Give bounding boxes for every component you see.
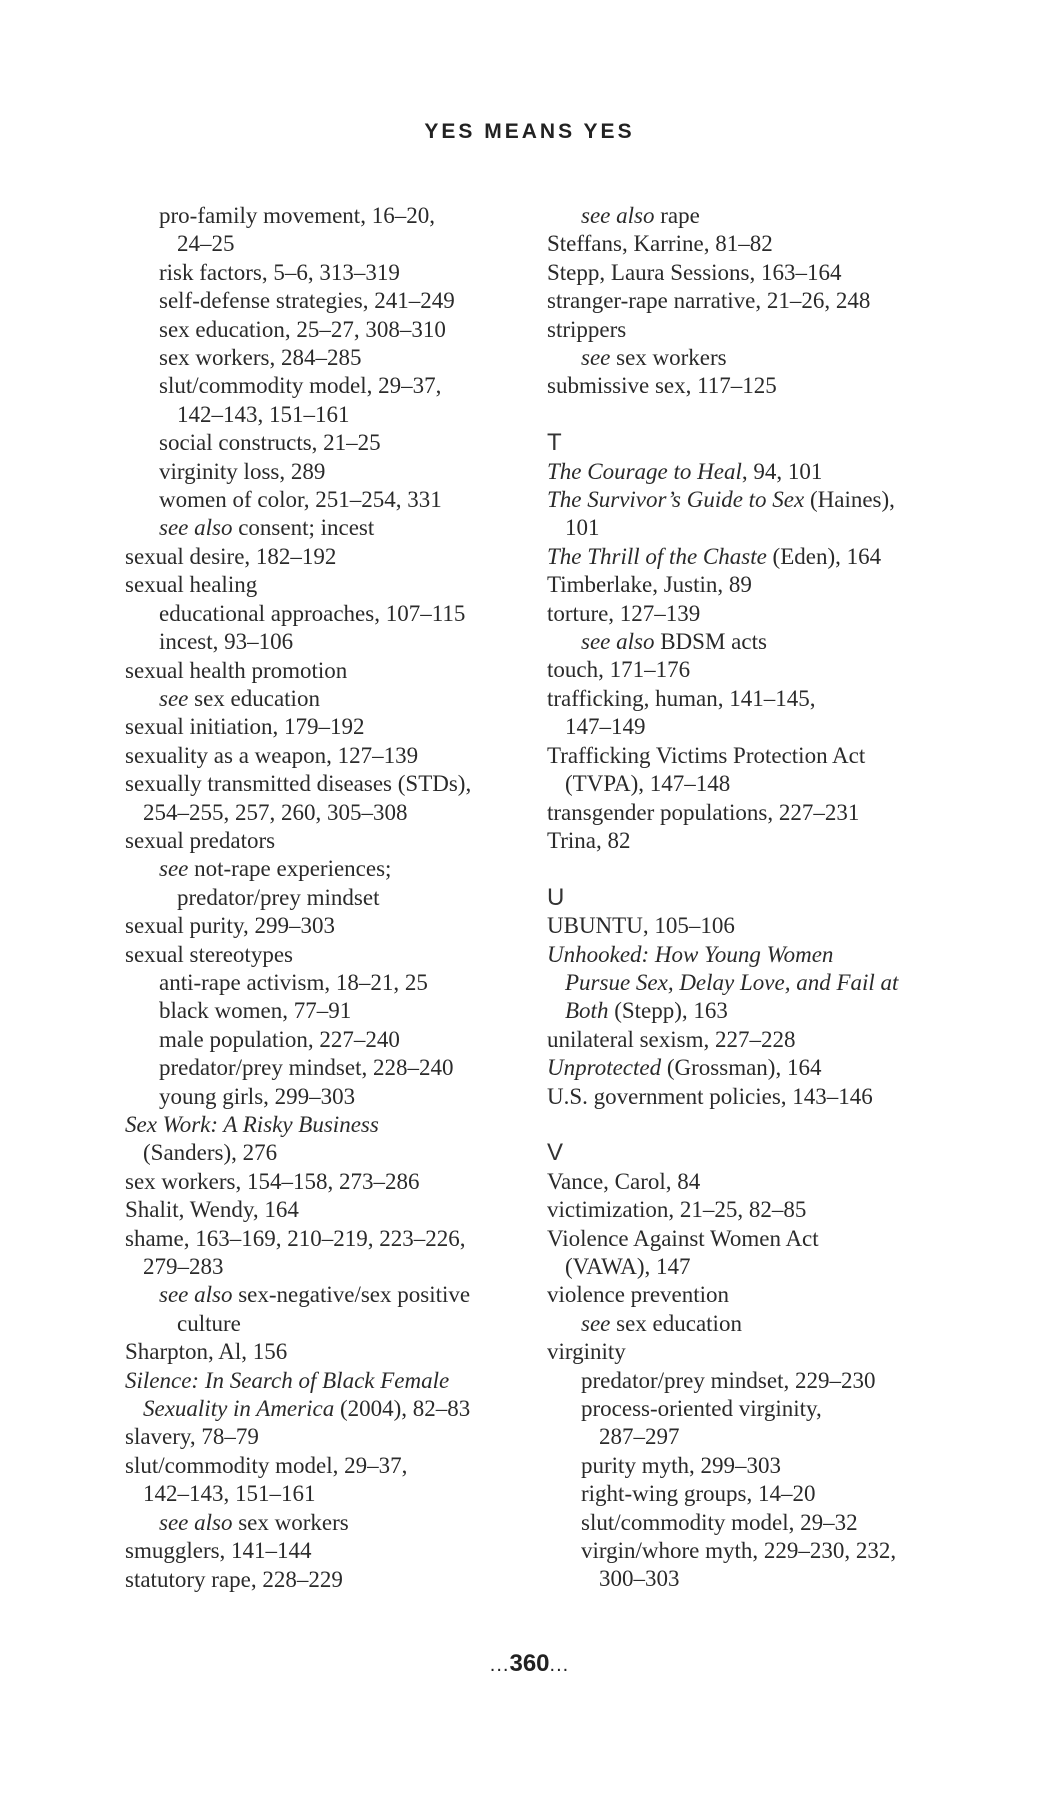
- index-entry-text: (VAWA), 147: [565, 1253, 691, 1279]
- index-subentry: [125, 1054, 525, 1082]
- index-subentry: [547, 1452, 957, 1480]
- index-entry-continuation: [125, 1395, 525, 1423]
- index-subentry: [547, 1565, 957, 1593]
- index-entry-text: transgender populations, 227–231: [547, 799, 860, 825]
- index-entry-italic: see also: [159, 1282, 233, 1308]
- index-entry-text: process-oriented virginity,: [581, 1396, 822, 1422]
- index-subentry: [125, 372, 525, 400]
- index-entry-text: women of color, 251–254, 331: [159, 487, 442, 513]
- index-entry: [547, 1083, 957, 1111]
- index-subentry: [125, 884, 525, 912]
- index-subentry: [125, 259, 525, 287]
- index-entry: [125, 742, 525, 770]
- index-entry: [547, 1281, 957, 1309]
- index-entry-text: Violence Against Women Act: [547, 1225, 819, 1251]
- index-entry-text: risk factors, 5–6, 313–319: [159, 259, 400, 285]
- index-entry: [125, 1452, 525, 1480]
- index-entry-text: sex workers: [232, 1509, 349, 1535]
- index-entry-text: trafficking, human, 141–145,: [547, 685, 816, 711]
- index-subentry: [547, 202, 957, 230]
- index-subentry: [125, 997, 525, 1025]
- footer-dots-right: ...: [549, 1654, 570, 1676]
- index-entry-text: Sharpton, Al, 156: [125, 1339, 288, 1365]
- index-entry: [547, 259, 957, 287]
- index-entry-text: (TVPA), 147–148: [565, 771, 731, 797]
- index-entry-text: Stepp, Laura Sessions, 163–164: [547, 259, 842, 285]
- index-entry-italic: The Thrill of the Chaste: [547, 543, 767, 569]
- index-entry-continuation: [547, 969, 957, 997]
- index-entry: [547, 1225, 957, 1253]
- index-subentry: [547, 344, 957, 372]
- index-entry-continuation: [547, 514, 957, 542]
- index-entry-text: T: [547, 429, 562, 457]
- index-entry-italic: Sexuality in America: [143, 1396, 335, 1422]
- page-number: 360: [509, 1650, 550, 1677]
- index-entry-text: V: [547, 1139, 564, 1167]
- index-entry: [125, 713, 525, 741]
- index-entry-text: sex-negative/sex positive: [232, 1282, 471, 1308]
- index-entry-italic: see: [581, 1310, 611, 1336]
- index-entry-italic: Unprotected: [547, 1055, 662, 1081]
- index-entry-text: (2004), 82–83: [334, 1396, 471, 1422]
- index-entry-text: sex workers, 284–285: [159, 345, 362, 371]
- index-entry: [547, 316, 957, 344]
- index-entry-text: stranger-rape narrative, 21–26, 248: [547, 288, 871, 314]
- index-entry-continuation: [125, 1480, 525, 1508]
- index-entry-italic: see: [159, 856, 189, 882]
- index-entry-text: 147–149: [565, 714, 646, 740]
- index-subentry: [125, 1509, 525, 1537]
- index-entry-text: predator/prey mindset: [177, 884, 380, 910]
- index-entry: [547, 571, 957, 599]
- index-entry-italic: The Survivor’s Guide to Sex: [547, 487, 805, 513]
- index-subentry: [547, 1395, 957, 1423]
- index-section-letter: [547, 1111, 957, 1168]
- index-entry-text: violence prevention: [547, 1282, 730, 1308]
- index-entry-text: self-defense strategies, 241–249: [159, 288, 455, 314]
- index-entry-text: predator/prey mindset, 229–230: [581, 1367, 876, 1393]
- index-subentry: [125, 1083, 525, 1111]
- index-entry: [125, 1196, 525, 1224]
- index-entry: [547, 287, 957, 315]
- index-entry: [547, 1168, 957, 1196]
- index-entry-italic: see also: [159, 1509, 233, 1535]
- index-entry-text: Vance, Carol, 84: [547, 1168, 701, 1194]
- index-entry-italic: The Courage to Heal: [547, 458, 742, 484]
- index-entry-text: BDSM acts: [654, 629, 767, 655]
- index-entry-text: 142–143, 151–161: [177, 401, 350, 427]
- index-entry-text: pro-family movement, 16–20,: [159, 203, 435, 228]
- index-subentry: [125, 287, 525, 315]
- index-entry-text: shame, 163–169, 210–219, 223–226,: [125, 1225, 466, 1251]
- index-entry-text: (Haines),: [804, 487, 895, 513]
- index-entry-text: Trafficking Victims Protection Act: [547, 742, 866, 768]
- index-entry: [125, 770, 525, 798]
- index-entry-text: sexual stereotypes: [125, 941, 293, 967]
- index-entry-text: culture: [177, 1310, 241, 1336]
- index-entry-text: U.S. government policies, 143–146: [547, 1083, 873, 1109]
- index-entry-text: sexually transmitted diseases (STDs),: [125, 771, 472, 797]
- index-entry: [547, 656, 957, 684]
- index-entry-text: sexual healing: [125, 572, 258, 598]
- index-entry: [547, 600, 957, 628]
- index-entry-text: 24–25: [177, 231, 235, 257]
- index-subentry: [125, 429, 525, 457]
- index-entry-text: victimization, 21–25, 82–85: [547, 1197, 807, 1223]
- index-entry: [125, 1537, 525, 1565]
- index-subentry: [125, 1281, 525, 1309]
- index-entry-text: (Sanders), 276: [143, 1140, 278, 1166]
- index-subentry: [547, 1509, 957, 1537]
- index-entry-text: sex education: [610, 1310, 742, 1336]
- index-subentry: [125, 1026, 525, 1054]
- index-entry: [125, 1566, 525, 1594]
- index-subentry: [547, 628, 957, 656]
- index-entry: [125, 1367, 525, 1395]
- index-subentry: [125, 344, 525, 372]
- index-entry: [125, 1423, 525, 1451]
- index-entry-text: smugglers, 141–144: [125, 1538, 312, 1564]
- index-subentry: [125, 685, 525, 713]
- index-entry: [547, 685, 957, 713]
- index-column-left: [125, 202, 525, 1594]
- index-entry-italic: see: [581, 345, 611, 371]
- index-entry: [547, 827, 957, 855]
- index-entry-continuation: [125, 1253, 525, 1281]
- index-entry-text: touch, 171–176: [547, 657, 691, 683]
- index-subentry: [125, 855, 525, 883]
- index-subentry: [125, 202, 525, 230]
- index-entry-text: 254–255, 257, 260, 305–308: [143, 799, 408, 825]
- index-entry-text: torture, 127–139: [547, 600, 701, 626]
- index-entry-text: slut/commodity model, 29–37,: [159, 373, 442, 399]
- index-entry-text: (Grossman), 164: [661, 1055, 822, 1081]
- index-entry-text: submissive sex, 117–125: [547, 373, 777, 399]
- index-entry: [547, 458, 957, 486]
- index-section-letter: [547, 401, 957, 458]
- index-entry-text: 101: [565, 515, 600, 541]
- index-subentry: [125, 401, 525, 429]
- index-entry: [547, 1054, 957, 1082]
- index-subentry: [125, 1310, 525, 1338]
- footer-dots-left: ...: [489, 1654, 510, 1676]
- index-entry-text: Timberlake, Justin, 89: [547, 572, 752, 598]
- index-entry-text: sexual initiation, 179–192: [125, 714, 365, 740]
- index-entry-text: social constructs, 21–25: [159, 430, 381, 456]
- index-entry-continuation: [547, 1253, 957, 1281]
- index-entry-text: predator/prey mindset, 228–240: [159, 1055, 454, 1081]
- index-entry-text: sexuality as a weapon, 127–139: [125, 742, 419, 768]
- index-entry-text: rape: [654, 203, 700, 228]
- index-subentry: [547, 1423, 957, 1451]
- index-subentry: [125, 486, 525, 514]
- index-entry-text: sex education, 25–27, 308–310: [159, 316, 446, 342]
- index-entry-text: sex education: [188, 685, 320, 711]
- index-entry: [547, 799, 957, 827]
- index-subentry: [125, 316, 525, 344]
- index-entry-text: sex workers: [610, 345, 727, 371]
- index-subentry: [547, 1537, 957, 1565]
- index-entry: [547, 543, 957, 571]
- index-subentry: [125, 458, 525, 486]
- index-entry-continuation: [125, 799, 525, 827]
- index-entry-continuation: [547, 713, 957, 741]
- index-entry-text: sexual desire, 182–192: [125, 543, 337, 569]
- index-entry-text: black women, 77–91: [159, 998, 352, 1024]
- index-subentry: [125, 600, 525, 628]
- index-entry-text: sexual purity, 299–303: [125, 913, 335, 939]
- index-entry: [547, 230, 957, 258]
- index-entry: [547, 372, 957, 400]
- index-subentry: [125, 230, 525, 258]
- index-entry: [547, 941, 957, 969]
- index-entry-italic: Pursue Sex, Delay Love, and Fail at: [565, 969, 899, 995]
- index-entry: [547, 912, 957, 940]
- index-entry-italic: Silence: In Search of Black Female: [125, 1367, 450, 1393]
- index-entry-text: virginity loss, 289: [159, 458, 326, 484]
- index-entry-text: sexual health promotion: [125, 657, 348, 683]
- index-entry-text: educational approaches, 107–115: [159, 600, 466, 626]
- index-entry-text: UBUNTU, 105–106: [547, 913, 735, 939]
- index-entry-text: (Stepp), 163: [608, 998, 728, 1024]
- index-entry: [547, 1026, 957, 1054]
- index-entry-text: right-wing groups, 14–20: [581, 1481, 816, 1507]
- index-entry: [125, 571, 525, 599]
- index-entry-text: Steffans, Karrine, 81–82: [547, 231, 773, 257]
- index-entry-italic: Unhooked: How Young Women: [547, 941, 834, 967]
- index-entry-text: sexual predators: [125, 827, 276, 853]
- index-entry-text: young girls, 299–303: [159, 1083, 356, 1109]
- index-entry-text: slut/commodity model, 29–37,: [125, 1452, 408, 1478]
- index-entry-text: purity myth, 299–303: [581, 1452, 781, 1478]
- index-entry-text: , 94, 101: [741, 458, 823, 484]
- index-entry: [125, 912, 525, 940]
- index-entry-text: slut/commodity model, 29–32: [581, 1509, 858, 1535]
- index-entry-text: strippers: [547, 316, 627, 342]
- index-entry-italic: Sex Work: A Risky Business: [125, 1112, 379, 1137]
- index-entry-text: male population, 227–240: [159, 1026, 400, 1052]
- index-entry-text: virginity: [547, 1339, 626, 1365]
- index-entry-text: (Eden), 164: [766, 543, 882, 569]
- index-entry-continuation: [547, 770, 957, 798]
- index-entry-text: Shalit, Wendy, 164: [125, 1197, 299, 1223]
- index-subentry: [547, 1310, 957, 1338]
- index-entry: [125, 543, 525, 571]
- index-entry: [547, 742, 957, 770]
- index-entry: [125, 1111, 525, 1139]
- index-entry-continuation: [547, 997, 957, 1025]
- index-entry-text: sex workers, 154–158, 273–286: [125, 1168, 420, 1194]
- index-entry-text: Trina, 82: [547, 827, 631, 853]
- index-entry-text: unilateral sexism, 227–228: [547, 1026, 796, 1052]
- index-entry-text: U: [547, 883, 565, 911]
- page-footer: [0, 1650, 1059, 1678]
- index-entry: [125, 827, 525, 855]
- index-subentry: [125, 628, 525, 656]
- index-entry-italic: see also: [581, 203, 655, 228]
- running-header: YES MEANS YES: [424, 120, 635, 143]
- index-entry: [125, 1225, 525, 1253]
- index-subentry: [547, 1480, 957, 1508]
- index-entry-text: virgin/whore myth, 229–230, 232,: [581, 1538, 897, 1564]
- index-entry-text: 279–283: [143, 1254, 224, 1280]
- index-subentry: [125, 969, 525, 997]
- index-entry-text: 287–297: [599, 1424, 680, 1450]
- index-entry-continuation: [125, 1139, 525, 1167]
- index-entry-text: incest, 93–106: [159, 629, 294, 655]
- index-section-letter: [547, 855, 957, 912]
- index-entry: [125, 1338, 525, 1366]
- index-entry-text: consent; incest: [232, 515, 375, 541]
- index-subentry: [125, 514, 525, 542]
- index-entry-italic: see also: [581, 629, 655, 655]
- index-entry-text: not-rape experiences;: [188, 856, 392, 882]
- index-entry-text: 300–303: [599, 1566, 680, 1592]
- index-entry: [547, 1338, 957, 1366]
- index-entry: [547, 486, 957, 514]
- index-entry-text: anti-rape activism, 18–21, 25: [159, 969, 428, 995]
- index-entry-italic: see: [159, 685, 189, 711]
- index-entry: [125, 941, 525, 969]
- index-entry-italic: see also: [159, 515, 233, 541]
- index-subentry: [547, 1367, 957, 1395]
- index-entry: [125, 657, 525, 685]
- index-entry-text: statutory rape, 228–229: [125, 1566, 343, 1592]
- index-column-right: [547, 202, 957, 1594]
- index-entry: [125, 1168, 525, 1196]
- index-entry-text: 142–143, 151–161: [143, 1481, 316, 1507]
- index-entry: [547, 1196, 957, 1224]
- index-entry-italic: Both: [565, 998, 609, 1024]
- index-entry-text: slavery, 78–79: [125, 1424, 259, 1450]
